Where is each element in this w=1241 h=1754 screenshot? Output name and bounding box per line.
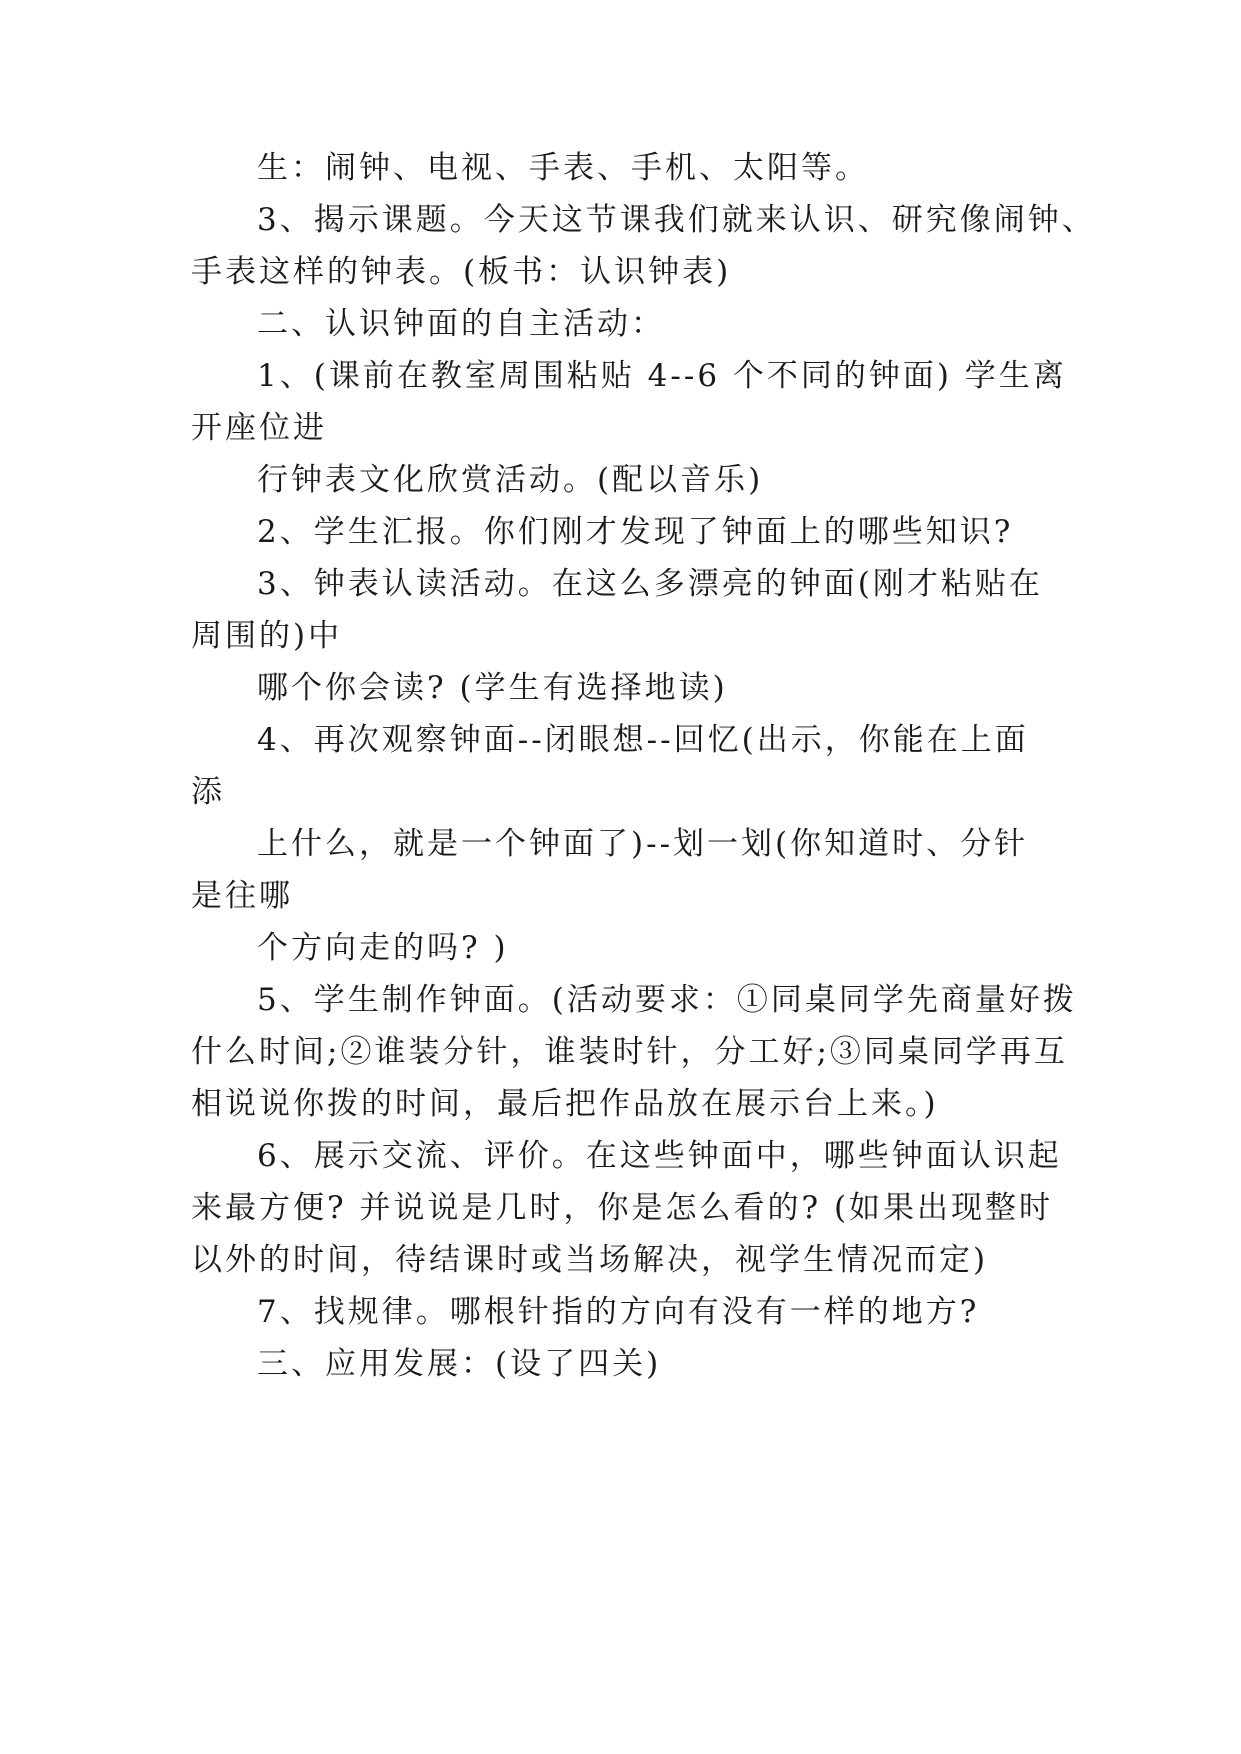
text-line: 3、揭示课题。今天这节课我们就来认识、研究像闹钟、 — [257, 202, 1096, 238]
text-line: 周围的)中 — [191, 618, 343, 654]
text-line: 以外的时间，待结课时或当场解决，视学生情况而定) — [191, 1242, 989, 1278]
text-line: 1、(课前在教室周围粘贴 4--6 个不同的钟面) 学生离 — [257, 358, 1067, 394]
text-line: 6、展示交流、评价。在这些钟面中，哪些钟面认识起 — [257, 1138, 1062, 1174]
text-line: 4、再次观察钟面--闭眼想--回忆(出示，你能在上面 — [257, 722, 1029, 758]
text-line: 手表这样的钟表。(板书：认识钟表) — [191, 254, 732, 290]
text-line: 来最方便? 并说说是几时，你是怎么看的? (如果出现整时 — [191, 1190, 1054, 1226]
text-line: 行钟表文化欣赏活动。(配以音乐) — [257, 462, 764, 498]
text-line: 2、学生汇报。你们刚才发现了钟面上的哪些知识? — [257, 514, 1014, 550]
text-line: 7、找规律。哪根针指的方向有没有一样的地方? — [257, 1294, 980, 1330]
text-line: 开座位进 — [191, 410, 327, 446]
text-line: 什么时间;②谁装分针，谁装时针，分工好;③同桌同学再互 — [191, 1034, 1068, 1070]
text-line: 二、认识钟面的自主活动： — [257, 306, 665, 342]
text-line: 3、钟表认读活动。在这么多漂亮的钟面(刚才粘贴在 — [257, 566, 1043, 602]
text-line: 个方向走的吗? ) — [257, 930, 509, 966]
text-line: 上什么，就是一个钟面了)--划一划(你知道时、分针 — [257, 826, 1029, 862]
text-line: 5、学生制作钟面。(活动要求：①同桌同学先商量好拨 — [257, 982, 1077, 1018]
text-line: 相说说你拨的时间，最后把作品放在展示台上来。) — [191, 1086, 939, 1122]
text-line: 添 — [191, 774, 225, 810]
text-line: 三、应用发展：(设了四关) — [257, 1346, 662, 1382]
text-line: 生：闹钟、电视、手表、手机、太阳等。 — [257, 150, 869, 186]
text-line: 哪个你会读? (学生有选择地读) — [257, 670, 728, 706]
text-line: 是往哪 — [191, 878, 293, 914]
